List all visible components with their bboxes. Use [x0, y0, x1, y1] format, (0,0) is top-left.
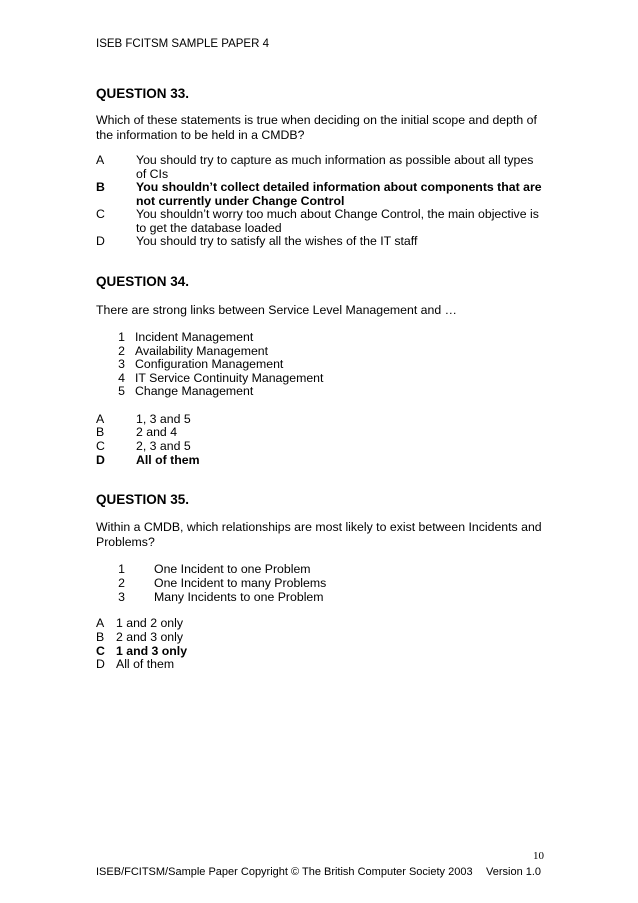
- option-text: All of them: [116, 657, 175, 671]
- item-number: 5: [118, 384, 125, 398]
- page-header: ISEB FCITSM SAMPLE PAPER 4: [96, 38, 269, 50]
- item-number: 3: [118, 590, 125, 604]
- item-number: 2: [118, 576, 125, 590]
- option-text: 1 and 3 only: [116, 644, 188, 658]
- option-letter: B: [96, 425, 105, 439]
- option-letter: D: [96, 657, 105, 671]
- option-letter: A: [96, 412, 105, 426]
- item-text: Many Incidents to one Problem: [154, 590, 324, 604]
- item-number: 3: [118, 357, 125, 371]
- option-text: All of them: [136, 453, 200, 467]
- option-text: 2, 3 and 5: [136, 439, 191, 453]
- item-number: 1: [118, 330, 125, 344]
- option-letter: C: [96, 439, 105, 453]
- footer-version: Version 1.0: [486, 866, 542, 878]
- option-text: 2 and 3 only: [116, 630, 184, 644]
- option-text: You should try to capture as much information as possible about all types of CIs: [136, 153, 534, 181]
- option-text: 1 and 2 only: [116, 616, 184, 630]
- item-number: 4: [118, 371, 125, 385]
- option-letter: A: [96, 616, 105, 630]
- item-text: IT Service Continuity Management: [135, 371, 324, 385]
- option-letter: C: [96, 644, 105, 658]
- option-letter: C: [96, 207, 105, 221]
- item-text: One Incident to many Problems: [154, 576, 327, 590]
- option-text: You should try to satisfy all the wishes of the IT staff: [136, 234, 418, 248]
- option-text: You shouldn’t collect detailed information about components that are not currently under Change Control: [136, 180, 542, 208]
- item-text: One Incident to one Problem: [154, 562, 311, 576]
- question-33-title: QUESTION 33.: [96, 86, 190, 101]
- question-35-title: QUESTION 35.: [96, 492, 190, 507]
- option-text: You shouldn’t worry too much about Change Control, the main objective is to get the database loaded: [136, 207, 539, 235]
- option-letter: D: [96, 453, 105, 467]
- question-34-text: There are strong links between Service Level Management and …: [96, 303, 457, 317]
- footer-copyright: ISEB/FCITSM/Sample Paper Copyright © The British Computer Society 2003: [96, 866, 473, 878]
- option-text: 1, 3 and 5: [136, 412, 191, 426]
- item-text: Configuration Management: [135, 357, 284, 371]
- page-number: 10: [533, 850, 544, 862]
- option-letter: B: [96, 630, 105, 644]
- item-text: Change Management: [135, 384, 254, 398]
- question-34-title: QUESTION 34.: [96, 274, 190, 289]
- option-letter: B: [96, 180, 105, 194]
- question-33-text: Which of these statements is true when deciding on the initial scope and depth of the information to be held in a CMDB?: [96, 113, 537, 142]
- item-text: Availability Management: [135, 344, 269, 358]
- question-35-text: Within a CMDB, which relationships are most likely to exist between Incidents and Problems?: [96, 520, 542, 549]
- item-number: 2: [118, 344, 125, 358]
- item-text: Incident Management: [135, 330, 254, 344]
- option-letter: D: [96, 234, 105, 248]
- option-text: 2 and 4: [136, 425, 178, 439]
- option-letter: A: [96, 153, 105, 167]
- item-number: 1: [118, 562, 125, 576]
